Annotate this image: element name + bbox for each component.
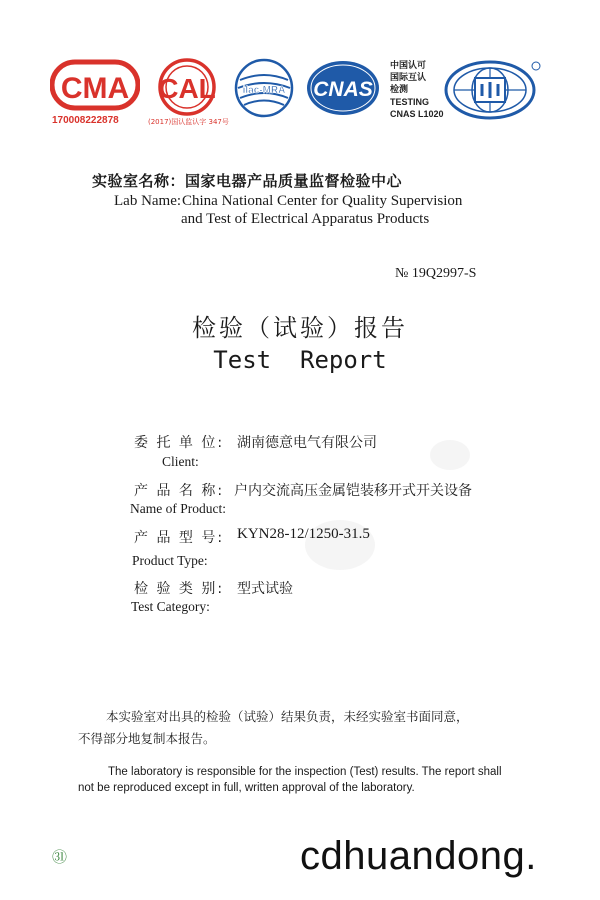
cnas-logo (305, 58, 381, 120)
recognition-line4: TESTING (390, 97, 430, 107)
category-value: 型式试验 (237, 581, 293, 597)
globe-cert-logo (442, 58, 542, 120)
paper-stain (430, 440, 470, 470)
category-label-en: Test Category: (131, 599, 210, 614)
recognition-text (390, 60, 444, 120)
type-label-en: Product Type: (132, 553, 208, 568)
recognition-line5: CNAS L1020 (390, 109, 444, 119)
statement-cn-line2: 不得部分地复制本报告。 (78, 731, 216, 746)
lab-name-en-line2: and Test of Electrical Apparatus Products (181, 211, 430, 227)
lab-name-cn (92, 170, 402, 191)
page-mark: ㉛ (52, 848, 68, 866)
report-title-en: Test Report (213, 346, 387, 374)
report-title-cn: 检验（试验）报告 (192, 314, 408, 342)
client-label: 委 托 单 位: (134, 435, 225, 451)
lab-name-en-label: Lab Name: (114, 193, 182, 209)
cal-logo (155, 58, 219, 120)
product-label: 产 品 名 称: (134, 483, 225, 499)
product-value: 户内交流高压金属铠装移开式开关设备 (234, 483, 472, 499)
ilac-logo-text: ilac-MRA (242, 85, 286, 96)
report-number-value: 19Q2997-S (411, 266, 477, 281)
client-value: 湖南德意电气有限公司 (237, 435, 377, 451)
product-label-en: Name of Product: (130, 501, 226, 516)
cma-note: (2017)国认监认字 347号 (148, 118, 229, 126)
watermark-text: cdhuandong. (300, 834, 537, 878)
report-number (395, 266, 476, 282)
type-label: 产 品 型 号: (134, 530, 225, 546)
client-label-en: Client: (162, 454, 199, 469)
category-label: 检 验 类 别: (134, 581, 225, 597)
statement-cn-line1: 本实验室对出具的检验（试验）结果负责，未经实验室书面同意， (106, 709, 469, 724)
statement-en-line1: The laboratory is responsible for the inspection (Test) results. The report shall (108, 766, 502, 778)
lab-name-en-line1: China National Center for Quality Supervision (182, 193, 463, 209)
ilac-mra-logo (232, 58, 296, 120)
recognition-line2: 国际互认 (390, 73, 427, 83)
type-value: KYN28-12/1250-31.5 (237, 526, 370, 542)
report-number-symbol: № (395, 266, 409, 281)
recognition-line1: 中国认可 (390, 61, 427, 71)
cma-logo-text: CMA (60, 72, 130, 105)
lab-name-cn-label: 实验室名称： (92, 172, 186, 190)
recognition-line3: 检测 (390, 85, 409, 95)
cma-logo (50, 58, 140, 120)
cma-number: 170008222878 (52, 115, 119, 126)
statement-en-line2: not be reproduced except in full, written approval of the laboratory. (78, 782, 415, 794)
lab-name-cn-value: 国家电器产品质量监督检验中心 (185, 172, 403, 190)
cal-logo-text: CAL (158, 73, 216, 104)
cnas-logo-text: CNAS (313, 78, 373, 101)
